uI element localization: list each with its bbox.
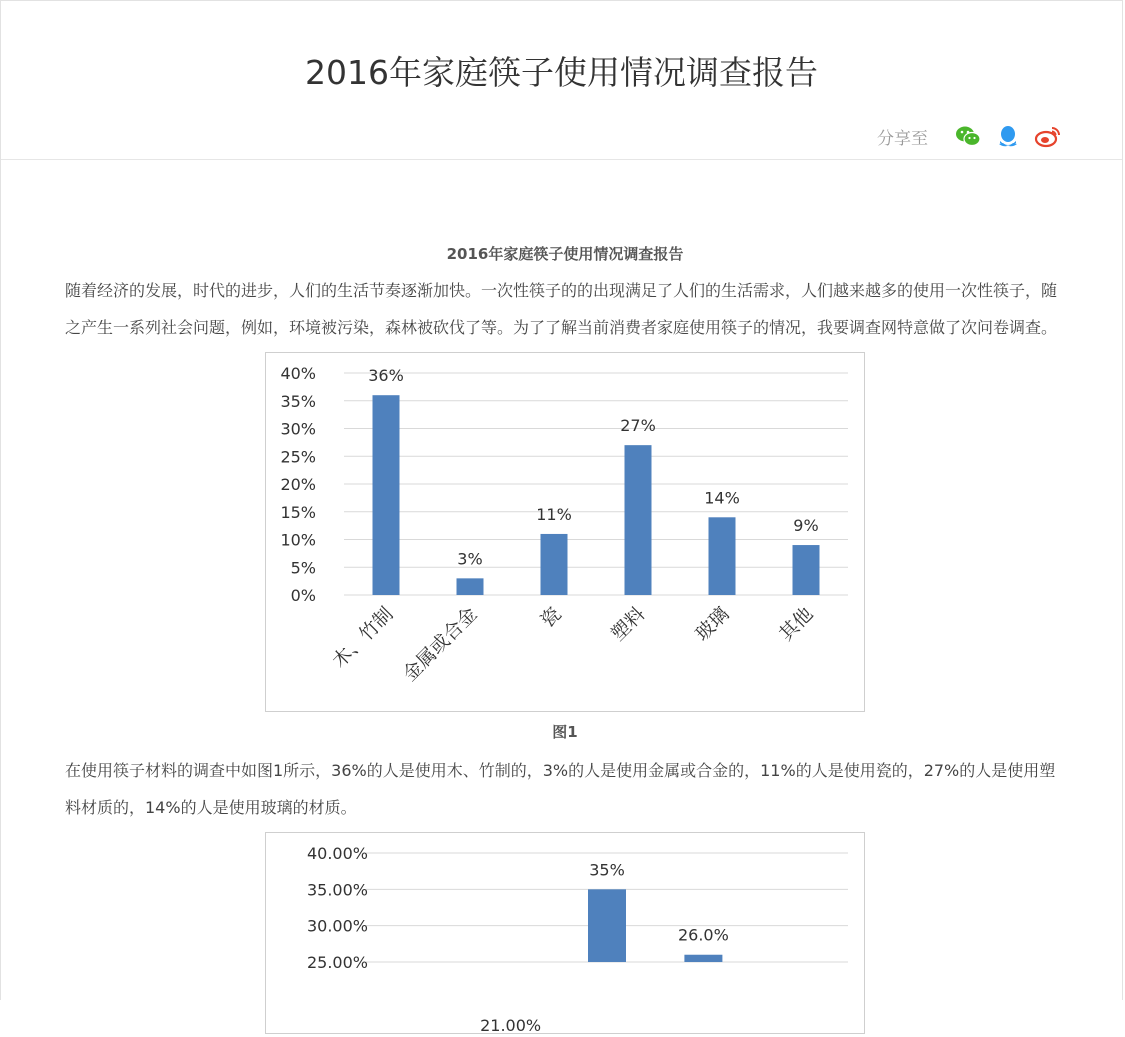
bar xyxy=(457,578,484,595)
y-tick-label: 30% xyxy=(280,419,316,439)
y-tick-label: 25.00% xyxy=(306,953,368,972)
x-tick-label: 塑料 xyxy=(607,602,650,646)
y-tick-label: 5% xyxy=(290,558,316,578)
y-tick-label: 35.00% xyxy=(306,880,368,900)
y-tick-label: 0% xyxy=(290,586,316,605)
y-tick-label: 40.00% xyxy=(306,844,368,863)
header xyxy=(1,1,1122,160)
data-label: 9% xyxy=(793,516,819,536)
y-tick-label: 15% xyxy=(280,502,316,522)
data-label: 36% xyxy=(368,366,404,386)
data-label: 21.00% xyxy=(480,1016,542,1035)
share-bar xyxy=(877,121,1062,151)
article-content xyxy=(65,236,1065,1034)
x-tick-label: 玻璃 xyxy=(691,602,734,646)
material-paragraph: 在使用筷子材料的调查中如图1所示，36%的人是使用木、竹制的，3%的人是使用金属或合金的，11%的人是使用瓷的，27%的人是使用塑料材质的，14%的人是使用玻璃的材质。 xyxy=(65,761,1056,817)
data-label: 11% xyxy=(536,504,572,524)
y-tick-label: 30.00% xyxy=(306,916,368,936)
y-tick-label: 10% xyxy=(280,530,316,550)
y-tick-label: 25% xyxy=(280,447,316,467)
data-label: 26.0% xyxy=(677,925,729,945)
chart-second xyxy=(265,832,865,1034)
y-tick-label: 20% xyxy=(280,475,316,494)
y-tick-label: 35% xyxy=(280,391,316,411)
x-tick-label: 瓷 xyxy=(536,602,566,632)
data-label: 27% xyxy=(620,416,656,436)
chart-material-usage xyxy=(265,352,865,712)
intro-paragraph: 随着经济的发展，时代的进步，人们的生活节奏逐渐加快。一次性筷子的的出现满足了人们的生活需求，人们越来越多的使用一次性筷子，随之产生一系列社会问题，例如，环境被污染，森林被砍伐了等。为了了解当前消费者家庭使用筷子的情况，我要调查网特意做了次问卷调查。 xyxy=(65,281,1058,337)
bar xyxy=(541,534,568,595)
page-title: 2016年家庭筷子使用情况调查报告 xyxy=(305,53,818,92)
bar xyxy=(709,517,736,595)
x-tick-label: 木、竹制 xyxy=(328,602,398,673)
article-title: 2016年家庭筷子使用情况调查报告 xyxy=(446,245,684,263)
qq-icon[interactable] xyxy=(994,122,1022,150)
bar xyxy=(588,889,626,962)
chart-material-usage-svg xyxy=(266,353,864,711)
data-label: 35% xyxy=(589,860,625,880)
y-tick-label: 40% xyxy=(280,364,316,383)
bar xyxy=(684,955,722,962)
data-label: 3% xyxy=(457,549,483,569)
data-label: 14% xyxy=(704,488,740,508)
x-tick-label: 其他 xyxy=(775,602,818,646)
bar xyxy=(793,545,820,595)
figure-caption: 图1 xyxy=(552,723,578,741)
bar xyxy=(373,395,400,595)
bar xyxy=(625,445,652,595)
wechat-icon[interactable] xyxy=(954,122,982,150)
chart-second-svg xyxy=(266,833,864,1033)
weibo-icon[interactable] xyxy=(1034,122,1062,150)
share-label: 分享至 xyxy=(877,128,928,149)
x-tick-label: 金属或合金 xyxy=(398,602,482,686)
